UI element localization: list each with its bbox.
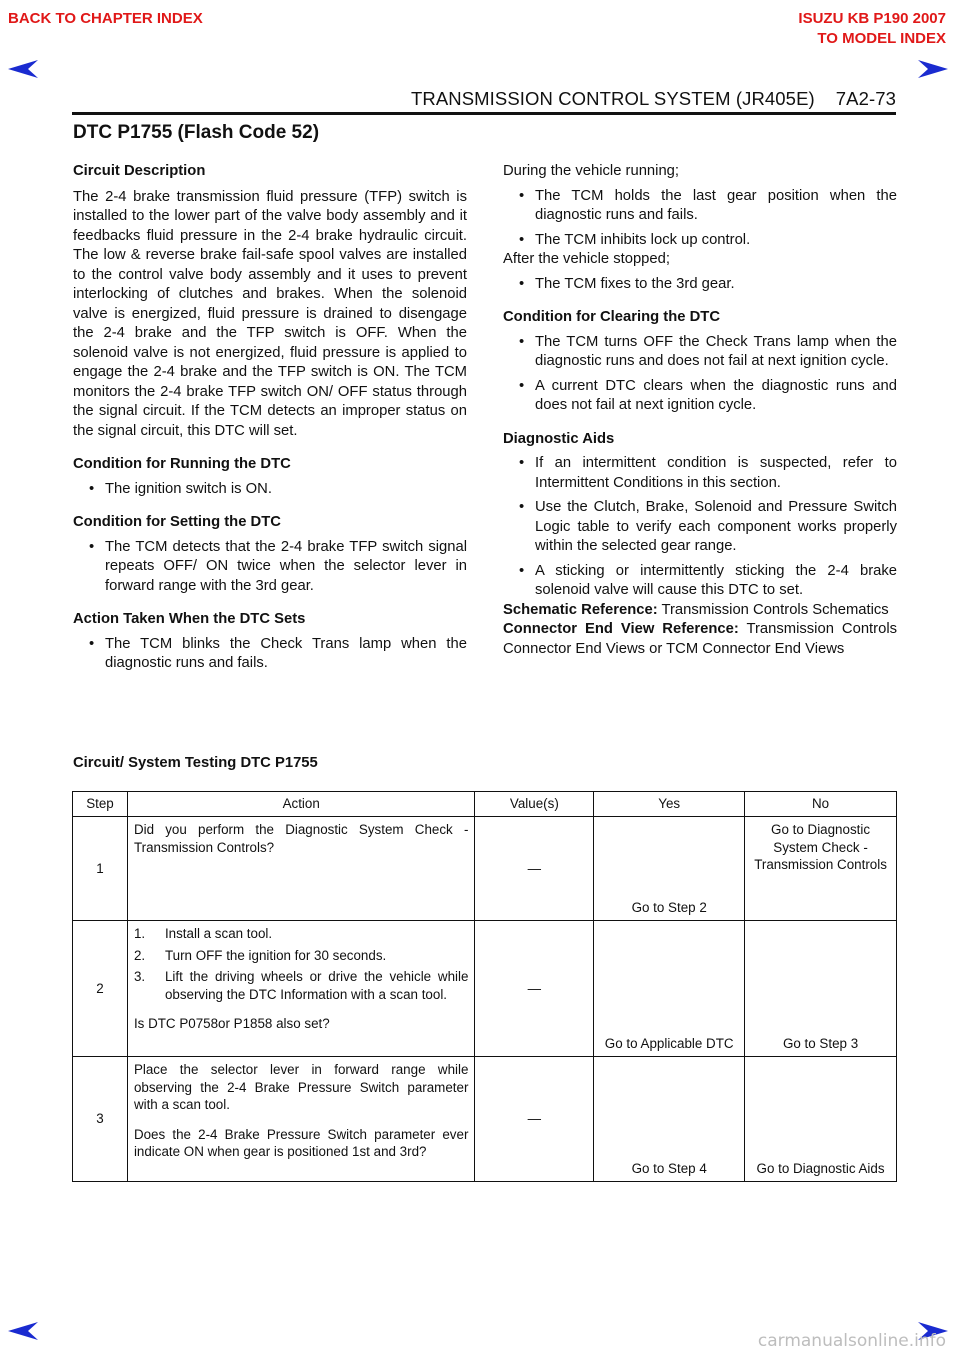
list-item: • The TCM inhibits lock up control. <box>503 231 897 251</box>
list-item: 3. Lift the driving wheels or drive the vehicle while observing the DTC Information with a scan tool. <box>133 969 469 1002</box>
list-item: • A sticking or intermittently sticking the 2-4 brake solenoid valve will cause this DTC to set. <box>503 562 897 601</box>
list-item: 2. Turn OFF the ignition for 30 seconds. <box>133 947 387 963</box>
step-action <box>127 921 474 1057</box>
clearing-conditions-heading: Condition for Clearing the DTC <box>503 309 721 325</box>
column-header-no: No <box>745 792 897 817</box>
step-action-text: Place the selector lever in forward range while observing the 2-4 Brake Pressure Switch parameter with a scan tool. <box>133 1062 469 1112</box>
left-column <box>73 162 467 674</box>
step-yes-link[interactable]: Go to Step 4 <box>594 1057 745 1182</box>
list-item: • The ignition switch is ON. <box>73 480 467 500</box>
column-header-yes: Yes <box>594 792 745 817</box>
page-title: DTC P1755 (Flash Code 52) <box>73 122 320 143</box>
back-to-chapter-index-link[interactable]: BACK TO CHAPTER INDEX <box>8 10 203 27</box>
running-conditions-heading: Condition for Running the DTC <box>73 456 291 472</box>
setting-conditions-list <box>73 538 467 597</box>
to-model-index-link[interactable]: TO MODEL INDEX <box>817 30 946 47</box>
schematic-reference <box>503 601 897 621</box>
diagnostic-table <box>72 791 897 1182</box>
column-header-action: Action <box>127 792 474 817</box>
table-header-row <box>73 792 897 817</box>
list-item: • Use the Clutch, Brake, Solenoid and Pressure Switch Logic table to verify each component works properly within the selected gear range. <box>503 498 897 557</box>
step-number: 1 <box>73 817 128 921</box>
step-no-link[interactable]: Go to Diagnostic Aids <box>745 1057 897 1182</box>
previous-page-arrow-icon[interactable] <box>8 60 38 78</box>
step-value: — <box>475 1057 594 1182</box>
list-item: • The TCM detects that the 2-4 brake TFP switch signal repeats OFF/ ON twice when the selector lever in forward range with the 3rd gear. <box>73 538 467 597</box>
list-item: 1. Install a scan tool. <box>133 926 273 941</box>
step-value: — <box>475 817 594 921</box>
list-item: • A current DTC clears when the diagnostic runs and does not fail at next ignition cycle. <box>503 377 897 416</box>
action-taken-heading: Action Taken When the DTC Sets <box>73 611 306 627</box>
step-action <box>127 1057 474 1182</box>
watermark: carmanualsonline.info <box>757 1331 946 1351</box>
step-value: — <box>475 921 594 1057</box>
circuit-description-body: The 2-4 brake transmission fluid pressure (TFP) switch is installed to the lower part of the valve body assembly and it feedbacks fluid pressure in the 2-4 brake hydraulic circuit. The low & reverse brake fail-safe spool valves are installed to the control valve body assembly and it uses to prevent interlocking of clutches and brakes. When the solenoid valve is energized, fluid pressure is drained to disengage the 2-4 brake and the TFP switch is OFF. When the solenoid valve is not energized, fluid pressure is applied to engage the 2-4 brake and the TFP switch is ON. The TCM monitors the 2-4 brake TFP switch ON/ OFF status through the signal circuit. If the TCM detects an improper status on the signal circuit, this DTC will set. <box>73 188 467 439</box>
schematic-reference-label: Schematic Reference: <box>503 601 658 618</box>
connector-reference <box>503 620 897 659</box>
step-yes-link[interactable]: Go to Step 2 <box>594 817 745 921</box>
table-row <box>73 1057 897 1182</box>
step-question: Is DTC P0758or P1858 also set? <box>133 1016 330 1031</box>
column-header-step: Step <box>73 792 128 817</box>
after-stopped-list <box>503 275 897 295</box>
step-question: Does the 2-4 Brake Pressure Switch parameter ever indicate ON when gear is positioned 1st and 3rd? <box>133 1126 469 1159</box>
running-header: TRANSMISSION CONTROL SYSTEM (JR405E) 7A2-73 <box>410 88 896 109</box>
running-conditions-list <box>73 480 467 500</box>
model-title-link[interactable]: ISUZU KB P190 2007 <box>798 10 946 27</box>
list-item: • The TCM blinks the Check Trans lamp when the diagnostic runs and fails. <box>73 635 467 674</box>
step-action-list <box>134 925 468 1003</box>
step-action <box>127 817 474 921</box>
during-running-label: During the vehicle running; <box>503 163 680 179</box>
list-item: • The TCM turns OFF the Check Trans lamp when the diagnostic runs and does not fail at next ignition cycle. <box>503 333 897 372</box>
setting-conditions-heading: Condition for Setting the DTC <box>73 514 281 530</box>
list-item: • The TCM holds the last gear position when the diagnostic runs and fails. <box>503 187 897 226</box>
step-no-link[interactable]: Go to Step 3 <box>745 921 897 1057</box>
connector-reference-label: Connector End View Reference: <box>503 621 739 637</box>
table-row <box>73 817 897 921</box>
list-item: • If an intermittent condition is suspected, refer to Intermittent Conditions in this section. <box>503 454 897 493</box>
step-number: 2 <box>73 921 128 1057</box>
after-stopped-label: After the vehicle stopped; <box>503 251 670 267</box>
clearing-conditions-list <box>503 333 897 416</box>
step-number: 3 <box>73 1057 128 1182</box>
circuit-description-heading: Circuit Description <box>73 163 206 179</box>
testing-title: Circuit/ System Testing DTC P1755 <box>73 755 318 771</box>
list-item: • The TCM fixes to the 3rd gear. <box>503 275 897 295</box>
action-taken-list <box>73 635 467 674</box>
connector-reference-value: Transmission Controls Connector End Views or TCM Connector End Views <box>503 621 898 657</box>
header-rule <box>72 112 896 115</box>
table-row <box>73 921 897 1057</box>
diagnostic-aids-heading: Diagnostic Aids <box>503 430 615 447</box>
diagnostic-aids-list <box>503 454 897 601</box>
step-yes-link[interactable]: Go to Applicable DTC <box>594 921 745 1057</box>
schematic-reference-value: Transmission Controls Schematics <box>657 601 889 618</box>
step-no-link[interactable]: Go to Diagnostic System Check - Transmission Controls <box>745 817 897 921</box>
next-page-arrow-icon[interactable] <box>918 60 948 78</box>
previous-page-arrow-bottom-icon[interactable] <box>8 1322 38 1340</box>
step-action-text: Did you perform the Diagnostic System Check - Transmission Controls? <box>133 822 469 855</box>
right-column <box>503 162 897 659</box>
during-running-list <box>503 187 897 251</box>
column-header-values: Value(s) <box>475 792 594 817</box>
